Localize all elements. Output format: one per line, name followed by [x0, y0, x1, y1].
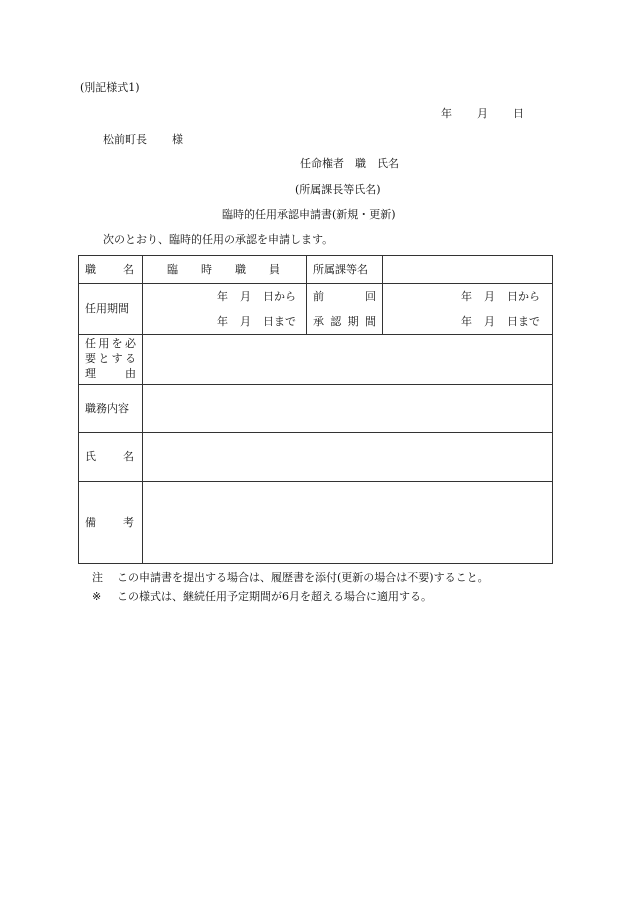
prev-label-char: 前	[313, 289, 324, 303]
prev-label-char: 回	[365, 289, 376, 303]
row-reason	[79, 335, 553, 385]
reason-label-char: 理	[85, 367, 96, 380]
form-id: (別記様式1)	[80, 81, 140, 94]
position-label-cell	[79, 256, 143, 284]
dept-value-cell	[383, 256, 553, 284]
date-day: 日	[513, 107, 524, 120]
name-label-char: 氏	[85, 450, 96, 463]
position-label-char: 職	[85, 262, 96, 276]
form-title: 臨時的任用承認申請書(新規・更新)	[222, 208, 396, 221]
duties-value-cell	[143, 385, 553, 433]
date-year: 年	[441, 107, 452, 120]
honorific: 様	[172, 133, 183, 146]
position-value-char: 時	[201, 262, 212, 276]
prev-label-char: 期	[347, 314, 359, 328]
remarks-label-char: 備	[85, 515, 96, 529]
prev-term-label-cell	[307, 284, 383, 335]
reason-label-char: と	[98, 352, 110, 365]
reason-label-line-1	[85, 337, 136, 352]
dept-label: 所属課等名	[307, 256, 383, 284]
position-value-char: 員	[269, 262, 280, 276]
prev-label-char: 認	[330, 314, 342, 328]
name-value-cell	[143, 433, 553, 482]
reason-label-line-3	[85, 367, 136, 382]
prev-to-month: 月	[484, 314, 495, 328]
name-label-cell	[79, 433, 143, 482]
row-term	[79, 284, 553, 335]
duties-label: 職務内容	[79, 385, 143, 433]
term-from-month: 月	[240, 289, 251, 303]
term-from-year: 年	[217, 289, 228, 303]
term-to	[143, 309, 306, 334]
term-to-year: 年	[217, 314, 228, 328]
reason-label-char: す	[111, 352, 123, 365]
position-value-cell	[143, 256, 307, 284]
intro-text: 次のとおり、臨時的任用の承認を申請します。	[103, 233, 334, 246]
prev-to	[383, 309, 552, 334]
prev-label-char: 間	[364, 314, 376, 328]
row-name	[79, 433, 553, 482]
term-from	[143, 284, 306, 309]
reason-label-cell	[79, 335, 143, 385]
prev-from-year: 年	[461, 289, 472, 303]
reason-label-char: 必	[124, 337, 136, 350]
term-label: 任用期間	[79, 284, 143, 335]
application-table	[78, 255, 553, 564]
addressee: 松前町長	[103, 133, 147, 146]
prev-to-year: 年	[461, 314, 472, 328]
remarks-label-cell	[79, 482, 143, 564]
prev-term-dates-cell	[383, 284, 553, 335]
reason-label-line-2	[85, 352, 136, 367]
reason-value-cell	[143, 335, 553, 385]
prev-to-day: 日まで	[507, 314, 540, 328]
prev-from	[383, 284, 552, 309]
term-from-day: 日から	[263, 289, 296, 303]
reason-label-char: 要	[85, 352, 96, 365]
reason-label-char: 用	[98, 337, 110, 350]
note-text: この様式は、継続任用予定期間が6月を超える場合に適用する。	[117, 590, 432, 603]
reason-label-char: 由	[125, 367, 136, 380]
note-text: この申請書を提出する場合は、履歴書を添付(更新の場合は不要)すること。	[117, 571, 489, 584]
prev-label-line-2	[307, 309, 382, 334]
section-head: (所属課長等氏名)	[295, 183, 381, 196]
term-to-month: 月	[240, 314, 251, 328]
position-value-char: 職	[235, 262, 246, 276]
position-value-char: 臨	[167, 262, 178, 276]
prev-label-line-1	[307, 284, 382, 309]
prev-from-day: 日から	[507, 289, 540, 303]
row-duties	[79, 385, 553, 433]
note-mark: ※	[92, 590, 102, 603]
reason-label-char: を	[111, 337, 123, 350]
remarks-label-char: 考	[123, 515, 134, 529]
appointer: 任命権者 職 氏名	[300, 157, 399, 170]
prev-label-char: 承	[313, 314, 324, 328]
reason-label-char: 任	[85, 337, 96, 350]
remarks-value-cell	[143, 482, 553, 564]
position-label-char: 名	[123, 262, 134, 276]
term-to-day: 日まで	[263, 314, 296, 328]
row-position	[79, 256, 553, 284]
term-dates-cell	[143, 284, 307, 335]
name-label-char: 名	[123, 450, 134, 463]
reason-label-char: る	[124, 352, 136, 365]
row-remarks	[79, 482, 553, 564]
note-mark: 注	[92, 571, 103, 584]
prev-from-month: 月	[484, 289, 495, 303]
date-month: 月	[477, 107, 488, 120]
